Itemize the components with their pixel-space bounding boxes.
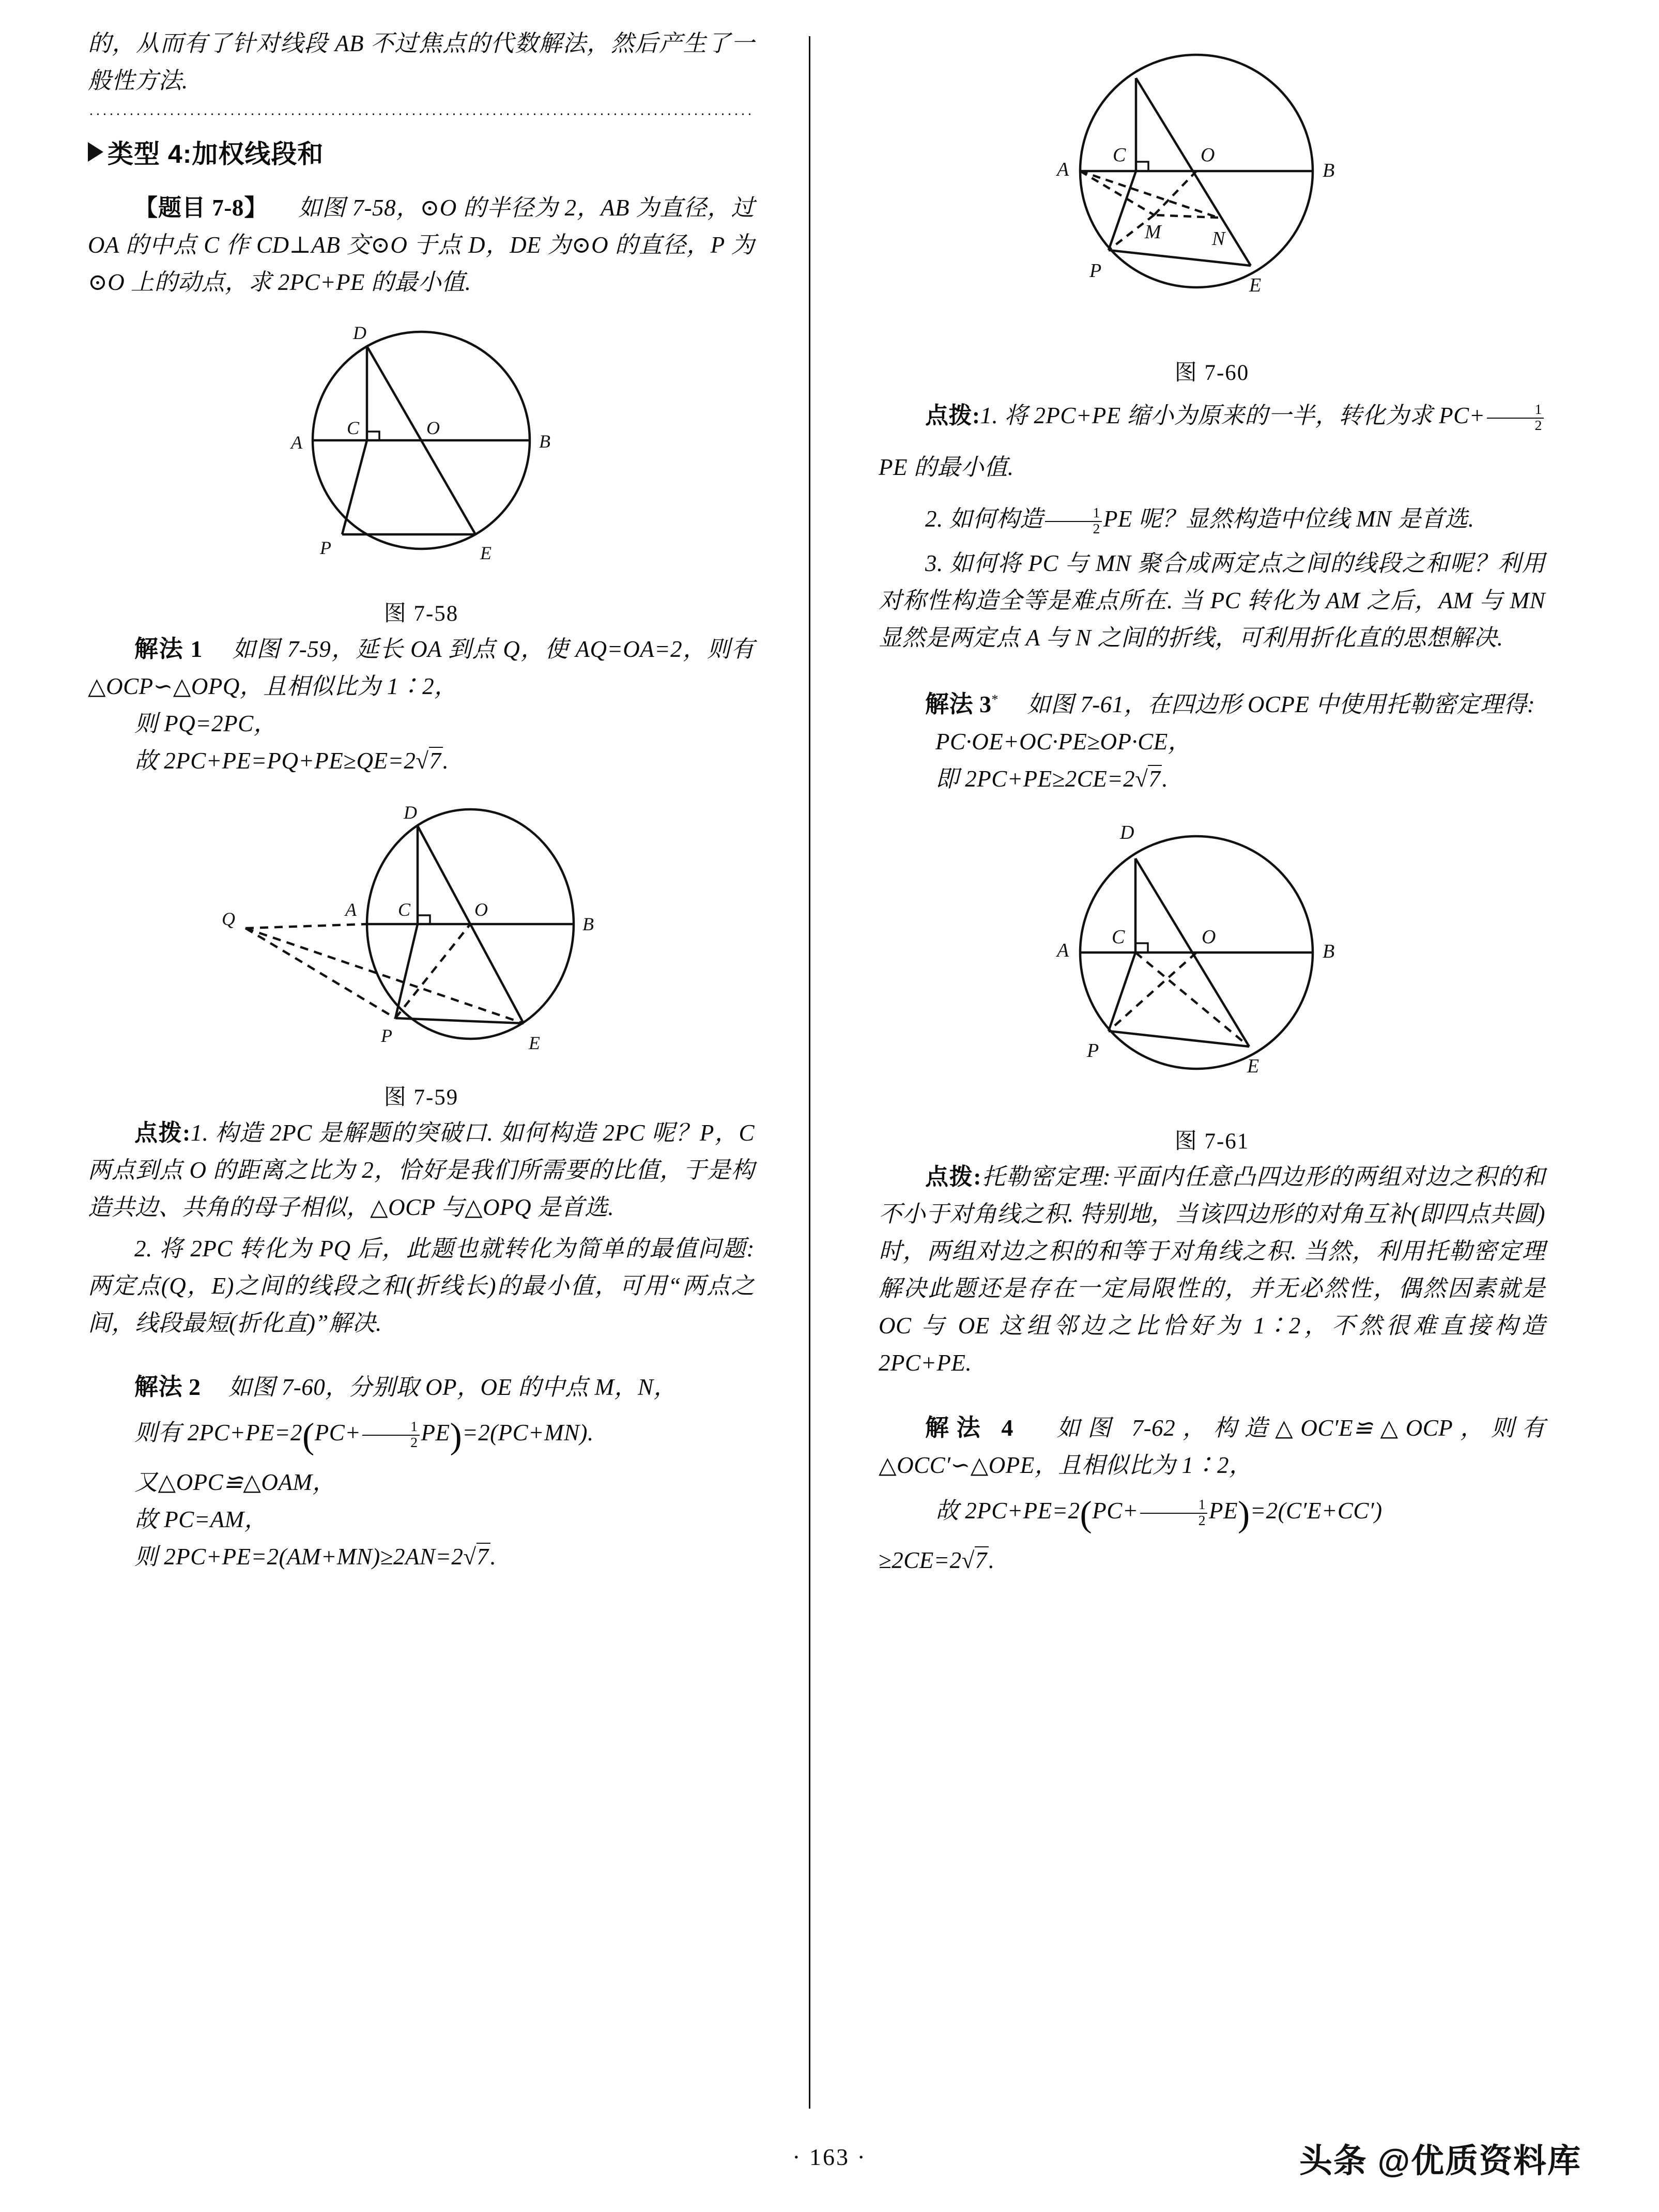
figure-label-O: O [1201,144,1215,166]
figure-label-D: D [353,322,366,343]
figure-label-O: O [474,899,488,920]
tips2-item3: 3. 如何将 PC 与 MN 聚合成两定点之间的线段之和呢？利用对称性构造全等是难点所在. 当 PC 转化为 AM 之后，AM 与 MN 显然是两定点 A 与 N 之间的折线，可利用折化直的思想解决. [879,550,1545,651]
tips1-item1-text: 1. 构造 2PC 是解题的突破口. 如何构造 2PC 呢？P，C 两点到点 O 的距离之比为 2，恰好是我们所需要的比值，于是构造共边、共角的母子相似，△OCP 与△OPQ 是首选. [88,1120,755,1220]
figure-label-C: C [347,418,360,438]
solution2-line4: 故 PC=AM， [134,1506,268,1532]
figure-label-A: A [1057,940,1069,961]
figure-7-61-caption: 图 7-61 [1174,1129,1250,1154]
figure-label-A: A [345,899,357,920]
figure-label-B: B [539,431,550,452]
type-heading [88,133,755,171]
radicand-4: 7 [975,1546,989,1573]
figure-label-M: M [1145,221,1161,243]
figure-label-C: C [398,899,411,920]
solution1-line3: 故 2PC+PE=PQ+PE≥QE=2√7. [134,748,449,774]
fraction-one-half: $\frac{1}{2}$ [1140,1498,1207,1528]
tips1-item1 [88,1114,755,1226]
problem-statement [88,189,755,301]
figure-7-58 [88,306,755,627]
solution3-line2: PC·OE+OC·PE≥OP·CE， [935,729,1192,755]
tips3-text: 托勒密定理:平面内任意凸四边形的两组对边之积的和不小于对角线之积. 特别地，当该四边形的对角互补(即四点共圆)时，两组对边之积的和等于对角线之积. 当然，利用托勒密定理解决此题还是存在一定局限性的，并无必然性，偶然因素就是 OC 与 OE 这组邻边之比恰好为 1∶2，不然很难直接构造 2PC+PE. [879,1164,1545,1376]
figure-7-60 [879,3,1545,387]
figure-7-61 [879,803,1545,1155]
figure-label-O: O [1202,926,1216,948]
tips1-item2: 2. 将 2PC 转化为 PQ 后，此题也就转化为简单的最值问题:两定点(Q，E)之间的线段之和(折线长)的最小值，可用“两点之间，线段最短(折化直)”解决. [88,1236,755,1336]
figure-7-58-svg [256,306,587,595]
figure-label-E: E [1249,274,1262,296]
figure-label-A: A [1057,159,1069,180]
watermark: 头条 @优质资料库 [1299,2142,1581,2179]
solution2-name: 解法 2 [134,1374,201,1400]
figure-7-60-caption: 图 7-60 [1174,361,1250,385]
figure-label-D: D [404,802,417,823]
continued-paragraph: 的，从而有了针对线段 AB 不过焦点的代数解法，然后产生了一般性方法. [88,30,755,94]
solution2-line1: 解法 2 如图 7-60，分别取 OP，OE 的中点 M，N， [134,1374,677,1400]
problem-label: 【题目 7-8】 [134,195,268,221]
figure-7-61-svg [1005,803,1419,1123]
tips3 [879,1158,1545,1381]
radicand-2: 7 [477,1543,490,1570]
solution1-line1 [88,631,755,705]
figure-label-C: C [1113,144,1126,166]
solution1-text: 如图 7-59，延长 OA 到点 Q，使 AQ=OA=2，则有△OCP∽△OPQ，且相似比为 1∶2， [88,636,755,699]
tips2-item2: 2. 如何构造 $\frac{1}{2}$ PE 呢？显然构造中位线 MN 是首选. [925,505,1474,537]
triangle-bullet-icon [88,142,103,162]
dotted-separator [88,113,755,116]
figure-7-60-svg [1005,3,1419,355]
fraction-one-half: $\frac{1}{2}$ [1487,403,1544,433]
figure-7-59-svg [189,785,654,1079]
figure-label-P: P [1087,1040,1099,1062]
solution1-name: 解法 1 [134,636,203,662]
column-divider [809,36,810,2109]
figure-label-C: C [1112,926,1125,948]
solution2-line3: 又△OPC≌△OAM， [134,1469,336,1495]
figure-label-N: N [1212,228,1225,250]
solution4-line3: ≥2CE=2√7. [879,1547,995,1573]
figure-7-59-caption: 图 7-59 [383,1085,459,1110]
figure-label-B: B [1323,160,1335,181]
figure-label-E: E [1247,1055,1259,1077]
figure-label-Q: Q [222,909,235,929]
radicand-1: 7 [429,747,443,774]
solution4-line2: 故 2PC+PE=2(PC+ $\frac{1}{2}$ PE)=2(C′E+CC′) [935,1494,1382,1534]
fraction-one-half: $\frac{1}{2}$ [362,1420,419,1450]
solution3-name: 解法 3 [925,691,992,717]
figure-label-P: P [381,1025,392,1046]
figure-label-E: E [529,1033,540,1053]
fraction-one-half: $\frac{1}{2}$ [1045,506,1102,536]
figure-label-B: B [1323,941,1335,962]
tips2-item1: 点拨:1. 将 2PC+PE 缩小为原来的一半，转化为求 PC+ $\frac{1}{2}$ PE 的最小值. [879,390,1545,493]
figure-label-E: E [480,543,491,563]
solution2-line2: 则有 2PC+PE=2(PC+ $\frac{1}{2}$ PE)=2(PC+MN). [134,1416,594,1456]
figure-label-A: A [291,432,302,453]
tips3-label: 点拨: [925,1164,981,1190]
figure-7-58-caption: 图 7-58 [383,602,459,626]
figure-label-P: P [320,537,331,558]
radicand-3: 7 [1148,765,1162,792]
solution3-star: * [991,692,999,707]
page-number: · 163 · [792,2144,867,2170]
solution4-line1: 解法 4 如图 7-62，构造△OC′E≌△OCP，则有△OCC′∽△OPE，且相似比为 1∶2， [879,1415,1546,1478]
solution1-line2: 则 PQ=2PC， [134,711,278,736]
figure-label-B: B [582,914,594,934]
figure-label-P: P [1089,260,1102,282]
tips2-label: 点拨: [925,403,980,428]
solution2-line5: 则 2PC+PE=2(AM+MN)≥2AN=2√7. [134,1543,497,1570]
right-column [879,0,1545,1579]
left-column [88,0,755,1575]
figure-7-59 [88,785,755,1111]
type-heading-label: 类型 4:加权线段和 [107,140,324,168]
solution3-line3: 即 2PC+PE≥2CE=2√7. [935,766,1169,792]
tips1-label: 点拨: [134,1120,191,1146]
figure-label-O: O [426,418,440,438]
solution4-name: 解法 4 [925,1415,1013,1441]
figure-label-D: D [1120,822,1134,843]
problem-text: 如图 7-58，⊙O 的半径为 2，AB 为直径，过 OA 的中点 C 作 CD⊥AB 交⊙O 于点 D，DE 为⊙O 的直径，P 为⊙O 上的动点，求 2PC+PE 的最小值. [88,195,755,295]
solution3-line1: 解法 3* 如图 7-61，在四边形 OCPE 中使用托勒密定理得: [925,691,1535,717]
